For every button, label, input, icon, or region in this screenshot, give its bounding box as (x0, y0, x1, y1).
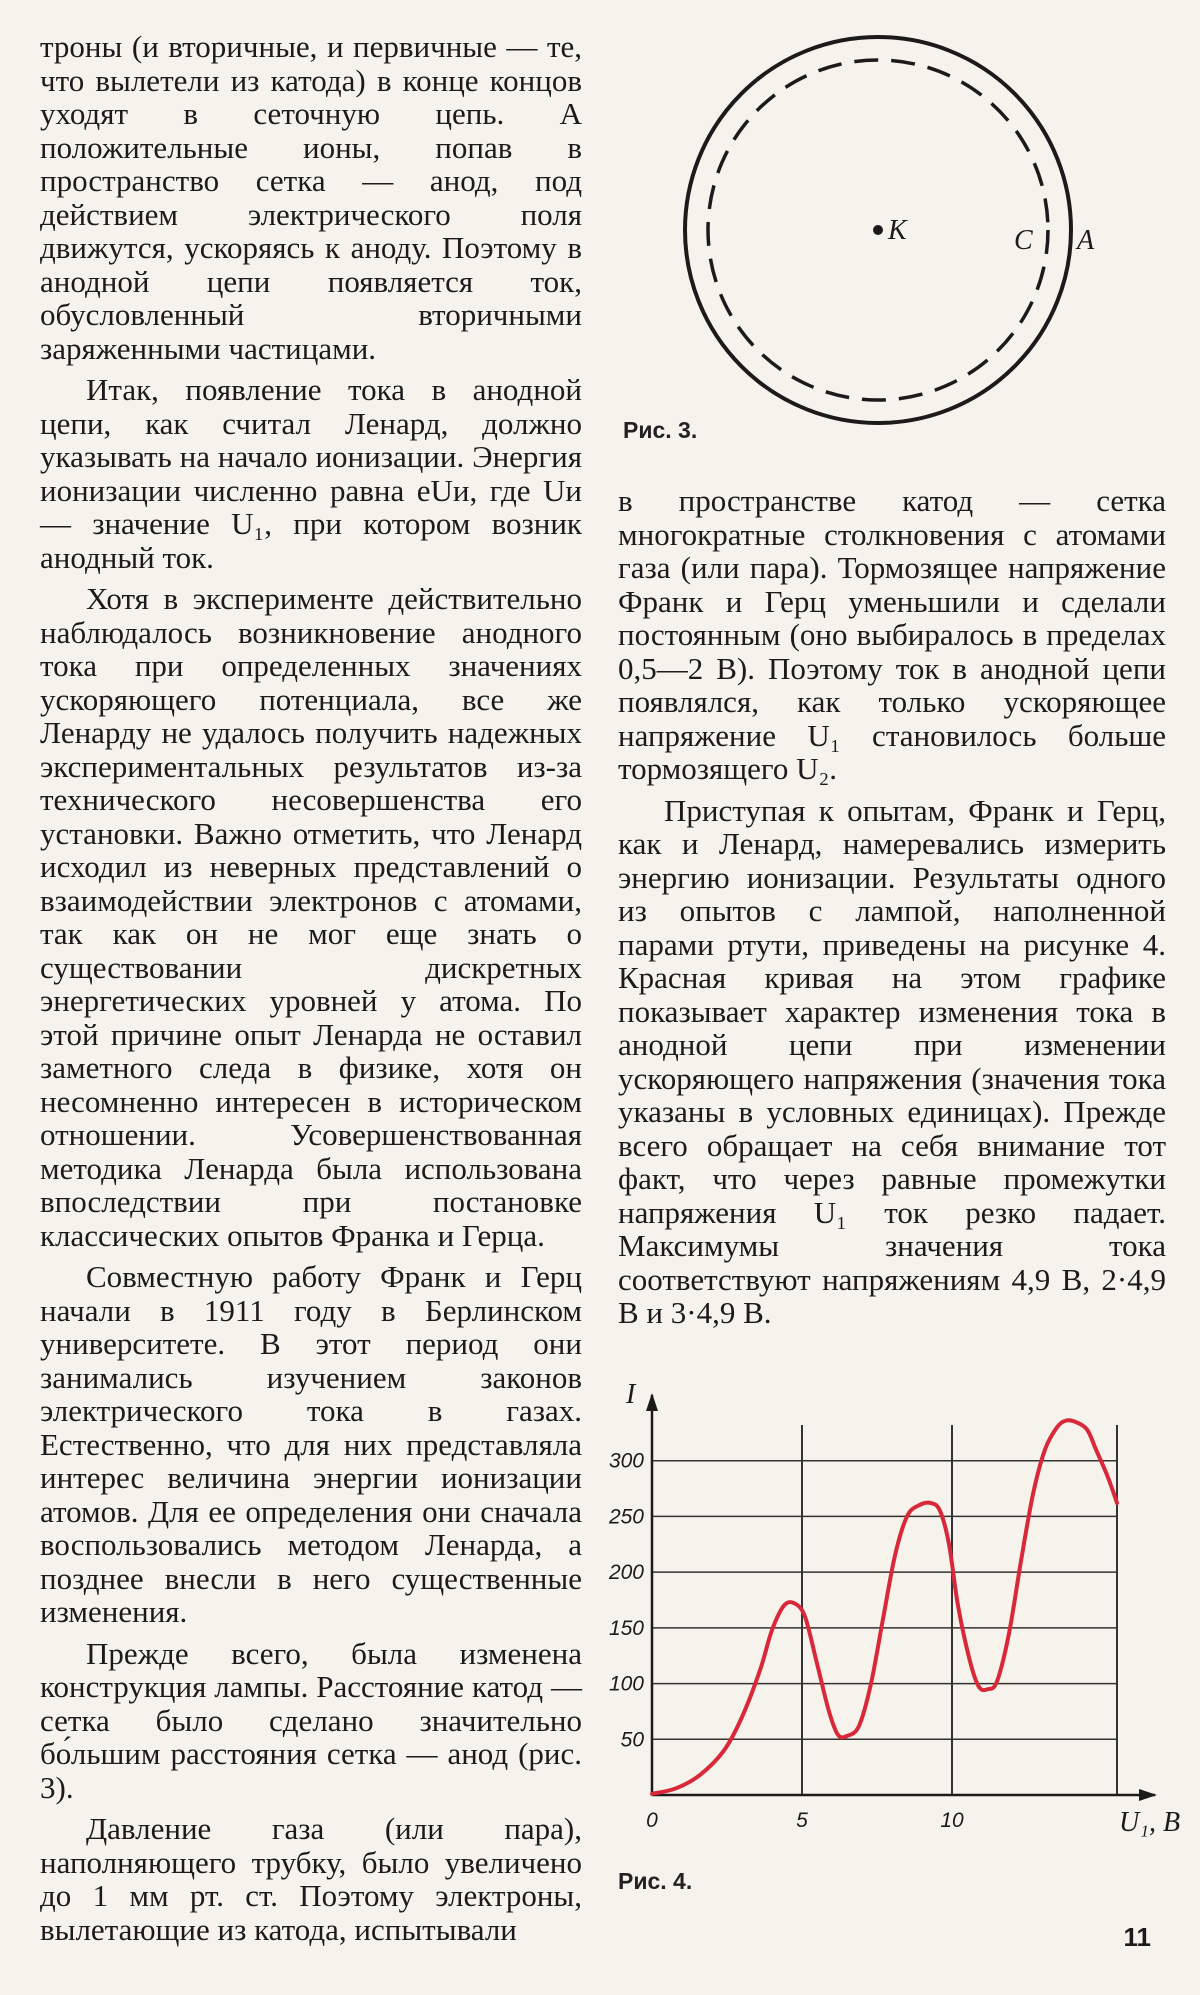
y-tick-label: 200 (608, 1561, 644, 1585)
figure-3-caption: Рис. 3. (623, 417, 698, 443)
y-tick-label: 150 (608, 1616, 644, 1640)
anode-label: A (1077, 225, 1095, 256)
paragraph: Итак, появление тока в анодной цепи, как считал Ленард, должно указывать на начало ионизации. Энергия ионизации численно равна eUи, где Uи — значение U₁, при котором возник анодный ток. (40, 372, 582, 575)
paragraph: Приступая к опытам, Франк и Герц, как и Ленард, намеревались измерить энергию ионизации. Результаты одного из опытов с лампой, наполненной парами ртути, приведены на рисунке 4. Красная кривая на этом графике показывает характер изменения тока в анодной цепи при изменении ускоряющего напряжения (значения тока указаны в условных единицах). Прежде всего обращает на себя внимание тот факт, что через равные промежутки напряжения U₁ ток резко падает. Максимумы значения тока соответствуют напряжениям 4,9 В, 2·4,9 В и 3·4,9 В. (618, 792, 1166, 1330)
figure-3-diagram (680, 0, 1140, 420)
y-tick-label: 300 (608, 1449, 644, 1473)
paragraph: в пространстве катод — сетка многократные столкновения с атомами газа (или пара). Тормозящее напряжение Франк и Герц уменьшили и сделали постоянным (оно выбиралось в пределах 0,5—2 В). Поэтому ток в анодной цепи появлялся, как только ускоряющее напряжение U₁ становилось больше тормозящего U₂. (618, 483, 1166, 786)
paragraph: Прежде всего, была изменена конструкция лампы. Расстояние катод — сетка было сделано значительно бо́льшим расстояния сетка — анод (рис. 3). (40, 1635, 582, 1805)
cathode-label: K (888, 215, 907, 246)
x-axis-label: U₁, B (1119, 1807, 1181, 1838)
figure-4-chart (600, 1360, 1180, 1860)
cathode-point (873, 225, 883, 235)
x-axis-arrow (1139, 1789, 1157, 1801)
figure-4-caption: Рис. 4. (618, 1868, 693, 1894)
grid-label: C (1014, 225, 1033, 256)
y-tick-label: 50 (620, 1728, 644, 1752)
paragraph: Хотя в эксперименте действительно наблюдалось возникновение анодного тока при определенных значениях ускоряющего потенциала, все же Ленарду не удалось получить надежных экспериментальных результатов из-за технического несовершенства его установки. Важно отметить, что Ленард исходил из неверных представлений о взаимодействии электронов с атомами, так как он не мог еще знать о существовании дискретных энергетических уровней у атома. По этой причине опыт Ленарда не оставил заметного следа в физике, хотя он несомненно интересен в историческом отношении. Усовершенствованная методика Ленарда была использована впоследствии при постановке классических опытов Франка и Герца. (40, 581, 582, 1253)
y-axis-label: I (626, 1379, 636, 1410)
left-text-column (40, 30, 582, 1954)
paragraph: Давление газа (или пара), наполняющего трубку, было увеличено до 1 мм рт. ст. Поэтому электроны, вылетающие из катода, испытывали (40, 1811, 582, 1947)
paragraph: Совместную работу Франк и Герц начали в 1911 году в Берлинском университете. В этот период они занимались изучением законов электрического тока в газах. Естественно, что для них представляла интерес величина энергии ионизации атомов. Для ее определения они сначала воспользовались методом Ленарда, а позднее внесли в него существенные изменения. (40, 1259, 582, 1629)
page-number: 11 (1123, 1922, 1151, 1952)
right-text-column (618, 484, 1166, 1338)
y-tick-label: 250 (608, 1505, 644, 1529)
x-tick-label: 5 (796, 1809, 808, 1832)
y-axis-arrow (646, 1393, 658, 1411)
anode-current-curve (652, 1420, 1117, 1794)
x-tick-label: 10 (940, 1809, 964, 1832)
chart-tick-labels (608, 1450, 964, 1832)
x-tick-label: 0 (646, 1809, 658, 1832)
paragraph: троны (и вторичные, и первичные — те, что вылетели из катода) в конце концов уходят в сеточную цепь. А положительные ионы, попав в пространство сетка — анод, под действием электрического поля движутся, ускоряясь к аноду. Поэтому в анодной цепи появляется ток, обусловленный вторичными заряженными частицами. (40, 29, 582, 366)
y-tick-label: 100 (608, 1672, 644, 1696)
